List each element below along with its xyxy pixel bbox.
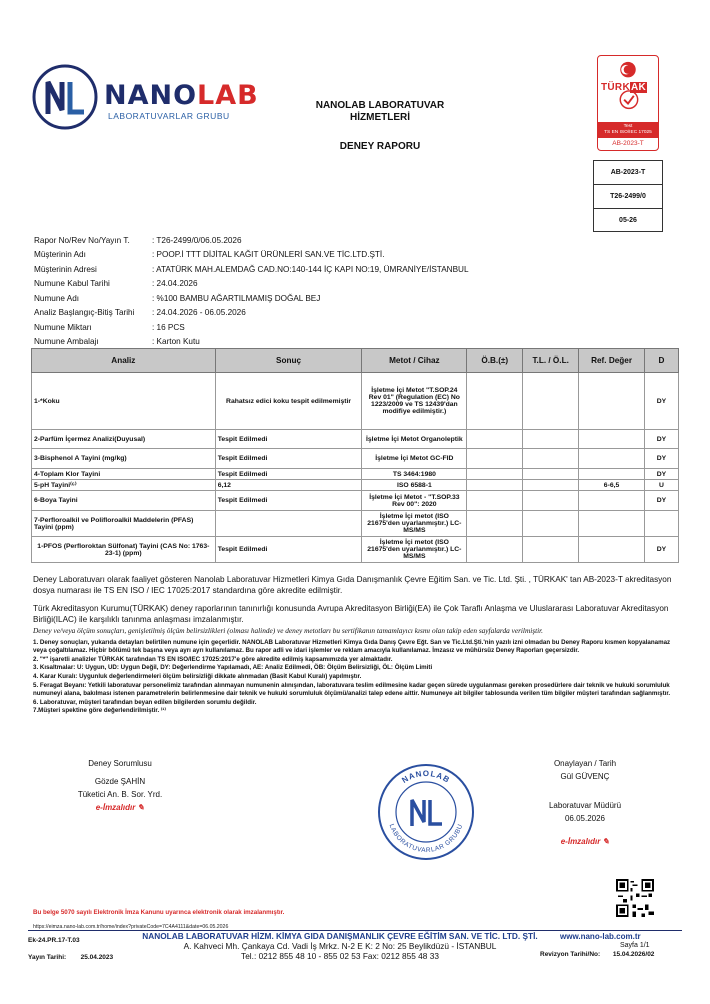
info-row bbox=[34, 320, 554, 335]
accreditation-statement: Deney Laboratuvarı olarak faaliyet gösteren Nanolab Laboratuvar Hizmetleri Kimya Gıda Danışmanlık Çevre Eğitim San. ve Tic. Ltd. Şti. , TÜRKAK' tan AB-2023-T akreditasyon dosya numarası ile TS EN ISO / IEC 17025:2017 standardına göre akredite edilmiştir. bbox=[33, 575, 672, 595]
info-key: Numune Kabul Tarihi bbox=[34, 279, 110, 289]
signer-title: Deney Sorumlusu bbox=[88, 759, 152, 768]
turkak-brand: TÜRK bbox=[601, 82, 630, 93]
cell-analiz: 3-Bisphenol A Tayini (mg/kg) bbox=[32, 449, 216, 469]
cell-d bbox=[645, 511, 679, 537]
cell-d: DY bbox=[645, 449, 679, 469]
cell-ob bbox=[467, 491, 523, 511]
publish-date bbox=[28, 954, 113, 961]
info-row bbox=[34, 233, 554, 248]
svg-text:NANOLAB: NANOLAB bbox=[400, 768, 452, 785]
info-key: Numune Adı bbox=[34, 293, 80, 303]
info-value: : ATATÜRK MAH.ALEMDAĞ CAD.NO:140-144 İÇ KAPI NO:19, ÜMRANİYE/İSTANBUL bbox=[152, 264, 469, 274]
cell-ref bbox=[579, 373, 645, 430]
cell-tl bbox=[523, 511, 579, 537]
e-signature-label bbox=[520, 835, 650, 848]
approver-title: Onaylayan / Tarih bbox=[553, 759, 617, 768]
publish-date-label: Yayın Tarihi: bbox=[28, 954, 67, 961]
table-row bbox=[32, 449, 679, 469]
company-stamp bbox=[376, 762, 476, 862]
cell-tl bbox=[523, 491, 579, 511]
table-row bbox=[32, 491, 679, 511]
cell-d: DY bbox=[645, 373, 679, 430]
uncertainty-note: Deney ve/veya ölçüm sonuçları, genişletilmiş ölçüm belirsizlikleri (olması halinde) ve deney metotları bu sertifikanın tamamlayıcı kısmı olan takip eden sayfalarda verilmiştir. bbox=[33, 626, 544, 635]
cell-analiz: 6-Boya Tayini bbox=[32, 491, 216, 511]
cell-ref bbox=[579, 491, 645, 511]
cell-d: U bbox=[645, 480, 679, 491]
cell-metot: İşletme İçi Metot - "T.SOP.33 Rev 00": 2020 bbox=[362, 491, 467, 511]
cell-metot: TS 3464:1980 bbox=[362, 469, 467, 480]
col-analiz: Analiz bbox=[32, 349, 216, 373]
note-1: 1. Deney sonuçları, yukarıda detayları belirtilen numune için geçerlidir. NANOLAB Laboratuvar Hizmetleri Kimya Gıda Danış Çevre Eğt. San ve Tic.Ltd.Şti.'nin yazılı izni olmadan bu Deney Raporu kısmen kopyalanamaz veya çoğaltılamaz. Hiçbir bölümü tek başına veya ayrı ayrı kullanılamaz. Bu rapor adli ve idari işlemler ve reklam amacıyla kullanılamaz. İmzasız ve mühürsüz Deney Raporları geçersizdir. bbox=[33, 638, 671, 655]
pen-icon: ✎ bbox=[137, 803, 145, 812]
table-row bbox=[32, 537, 679, 563]
cell-metot: İşletme İçi metot (ISO 21675'den uyarlanmıştır.) LC-MS/MS bbox=[362, 537, 467, 563]
cell-ref bbox=[579, 430, 645, 449]
col-sonuc: Sonuç bbox=[215, 349, 362, 373]
info-value: : T26-2499/0/06.05.2026 bbox=[152, 235, 242, 245]
col-ref: Ref. Değer bbox=[579, 349, 645, 373]
cell-ob bbox=[467, 511, 523, 537]
cell-metot: İşletme İçi Metot GC-FID bbox=[362, 449, 467, 469]
info-value: : POOP.İ TTT DİJİTAL KAĞIT ÜRÜNLERİ SAN.VE TİC.LTD.ŞTİ. bbox=[152, 250, 385, 260]
signer-name: Gözde ŞAHİN bbox=[94, 777, 146, 786]
table-row bbox=[32, 430, 679, 449]
footer-phone: Tel.: 0212 855 48 10 - 855 02 53 Fax: 0212 855 48 33 bbox=[241, 951, 439, 961]
note-5: 5. Feragat Beyanı: Yetkili laboratuvar personelimiz tarafından alınmayan numunenin alınışından, laboratuvara teslim edilmesine kadar geçen sürede uygulanması gereken prosedürlere dair teknik ve hukuki sorumluluk numuneyi alana, bakılması istenen parametrelerin belirlenmesine dair teknik ve hukuki sorumluluk ölçümü/analizi talep edene aittir. Numuneye ait bilgiler tablosunda verilen tüm bilgiler müşteri tarafından sağlanmıştır. bbox=[33, 681, 671, 698]
cell-analiz: 7-Perfloroalkil ve Polifloroalkil Maddelerin (PFAS) Tayini (ppm) bbox=[32, 511, 216, 537]
revision-value: 15.04.2026/02 bbox=[612, 951, 655, 958]
results-table bbox=[31, 348, 679, 563]
qr-code-icon[interactable] bbox=[616, 879, 654, 917]
info-key: Müşterinin Adı bbox=[34, 250, 86, 260]
info-key: Numune Ambalajı bbox=[34, 337, 99, 347]
note-7: 7.Müşteri spektine göre değerlendirilmiştir. ⁽¹⁾ bbox=[33, 707, 167, 715]
cell-ob bbox=[467, 480, 523, 491]
info-value: : 24.04.2026 - 06.05.2026 bbox=[152, 308, 246, 318]
logo-name-accent: LAB bbox=[197, 80, 259, 111]
lab-title-line2: HİZMETLERİ bbox=[350, 112, 410, 123]
info-key: Rapor No/Rev No/Yayın T. bbox=[34, 235, 130, 245]
cell-sonuc: Rahatsız edici koku tespit edilmemiştir bbox=[215, 373, 362, 430]
cell-d: DY bbox=[645, 491, 679, 511]
note-4: 4. Karar Kuralı: Uygunluk değerlendirmeleri ölçüm belirsizliği dikkate alınmadan (Basit Kabul Kuralı) yapılmıştır. bbox=[33, 672, 362, 680]
accreditation-box bbox=[593, 160, 663, 232]
info-row bbox=[34, 262, 554, 277]
turkak-band-line1: Test bbox=[623, 124, 633, 129]
info-row bbox=[34, 277, 554, 292]
cell-tl bbox=[523, 449, 579, 469]
info-key: Müşterinin Adresi bbox=[34, 264, 97, 274]
report-period: 05-26 bbox=[619, 217, 637, 224]
signer-role: Tüketici An. B. Sor. Yrd. bbox=[77, 790, 163, 799]
footer-address: A. Kahveci Mh. Çankaya Cd. Vadi İş Mrkz. N-2 E K: 2 No: 25 Beylikdüzü - İSTANBUL bbox=[183, 941, 497, 951]
info-row bbox=[34, 306, 554, 321]
cell-ref bbox=[579, 469, 645, 480]
note-2: 2. "*" işaretli analizler TÜRKAK tarafından TS EN ISO/IEC 17025:2017'e göre akredite edilmiş kapsamımızda yer almaktadır. bbox=[33, 655, 393, 663]
cell-analiz: 1-PFOS (Perfloroktan Sülfonat) Tayini (CAS No: 1763-23-1) (ppm) bbox=[32, 537, 216, 563]
accreditation-no: AB-2023-T bbox=[594, 161, 662, 185]
info-value: : Karton Kutu bbox=[152, 337, 200, 347]
cell-tl bbox=[523, 537, 579, 563]
revision-info bbox=[540, 951, 654, 958]
cell-analiz: 1-*Koku bbox=[32, 373, 216, 430]
info-key: Analiz Başlangıç-Bitiş Tarihi bbox=[34, 308, 135, 318]
nanolab-logo-icon bbox=[30, 62, 100, 132]
signature-left bbox=[55, 757, 185, 814]
turkak-band-line2: TS EN ISO/IEC 17025 bbox=[604, 130, 652, 135]
cell-metot: İşletme İçi metot (ISO 21675'den uyarlanmıştır.) LC-MS/MS bbox=[362, 511, 467, 537]
cell-metot: İşletme İçi Metot "T.SOP.24 Rev 01" (Regulation (EC) No 1223/2009 ve TS 12439'dan modifiye edilmiştir.) bbox=[362, 373, 467, 430]
e-signature-text: e-İmzalıdır bbox=[560, 837, 601, 846]
logo-subtitle: LABORATUVARLAR GRUBU bbox=[108, 111, 230, 121]
footer-website-link[interactable]: www.nano-lab.com.tr bbox=[560, 932, 641, 941]
cell-d: DY bbox=[645, 430, 679, 449]
company-logo bbox=[30, 62, 259, 132]
cell-analiz: 4-Toplam Klor Tayini bbox=[32, 469, 216, 480]
turkak-code: AB-2023-T bbox=[612, 140, 644, 147]
cell-tl bbox=[523, 469, 579, 480]
report-title: DENEY RAPORU bbox=[339, 141, 421, 152]
cell-d: DY bbox=[645, 469, 679, 480]
note-3: 3. Kısaltmalar: U: Uygun, UD: Uygun Değil, DY: Değerlendirme Yapılamadı, AE: Analiz Edilmedi, ÖB: Ölçüm Belirsizliği, ÖL: Ölçüm Limiti bbox=[33, 664, 433, 672]
turkak-accreditation-mark bbox=[597, 55, 659, 151]
cell-sonuc: Tespit Edilmedi bbox=[215, 469, 362, 480]
info-row bbox=[34, 335, 554, 350]
turkak-brand-ak: AK bbox=[630, 82, 647, 93]
cell-sonuc: Tespit Edilmedi bbox=[215, 537, 362, 563]
cell-metot: ISO 6588-1 bbox=[362, 480, 467, 491]
approver-name: Gül GÜVENÇ bbox=[560, 772, 610, 781]
table-row bbox=[32, 469, 679, 480]
e-signature-law-notice: Bu belge 5070 sayılı Elektronik İmza Kanunu uyarınca elektronik olarak imzalanmıştır. bbox=[33, 909, 285, 916]
cell-ob bbox=[467, 469, 523, 480]
verification-url[interactable]: https://eimza.nano-lab.com.tr/home/index?privateCode=7C4A4111&date=06.05.2026 bbox=[33, 924, 229, 930]
turkak-band bbox=[598, 122, 658, 138]
cell-tl bbox=[523, 373, 579, 430]
cell-metot: İşletme İçi Metot Organoleptik bbox=[362, 430, 467, 449]
info-value: : 24.04.2026 bbox=[152, 279, 198, 289]
form-code: Ek-24.PR.17-T.03 bbox=[28, 937, 80, 944]
info-value: : %100 BAMBU AĞARTILMAMIŞ DOĞAL BEJ bbox=[152, 293, 321, 303]
info-row bbox=[34, 248, 554, 263]
approver-role: Laboratuvar Müdürü bbox=[548, 801, 622, 810]
table-row bbox=[32, 480, 679, 491]
e-signature-text: e-İmzalıdır bbox=[95, 803, 136, 812]
logo-name: NANO bbox=[104, 80, 198, 111]
cell-ref bbox=[579, 449, 645, 469]
info-row bbox=[34, 291, 554, 306]
col-ob: Ö.B.(±) bbox=[467, 349, 523, 373]
note-6: 6. Laboratuvar, müşteri tarafından beyan edilen bilgilerden sorumlu değildir. bbox=[33, 698, 257, 706]
col-metot: Metot / Cihaz bbox=[362, 349, 467, 373]
lab-title bbox=[250, 100, 510, 124]
cell-ref: 6-6,5 bbox=[579, 480, 645, 491]
page-number: Sayfa 1/1 bbox=[620, 942, 650, 949]
cell-sonuc: Tespit Edilmedi bbox=[215, 449, 362, 469]
footer-company-name: NANOLAB LABORATUVAR HİZM. KİMYA GIDA DANIŞMANLIK ÇEVRE EĞİTİM SAN. VE TİC. LTD. ŞTİ. bbox=[142, 931, 538, 941]
revision-label: Revizyon Tarihi/No: bbox=[540, 951, 601, 958]
col-tl: T.L. / Ö.L. bbox=[523, 349, 579, 373]
table-row bbox=[32, 373, 679, 430]
report-notes bbox=[33, 626, 678, 716]
cell-ob bbox=[467, 430, 523, 449]
report-no: T26-2499/0 bbox=[594, 185, 662, 209]
cell-sonuc: Tespit Edilmedi bbox=[215, 491, 362, 511]
cell-sonuc: Tespit Edilmedi bbox=[215, 430, 362, 449]
cell-tl bbox=[523, 430, 579, 449]
info-value: : 16 PCS bbox=[152, 322, 185, 332]
col-d: D bbox=[645, 349, 679, 373]
cell-ob bbox=[467, 537, 523, 563]
cell-ob bbox=[467, 449, 523, 469]
signature-right bbox=[520, 757, 650, 848]
pen-icon: ✎ bbox=[602, 837, 610, 846]
cell-ob bbox=[467, 373, 523, 430]
publish-date-value: 25.04.2023 bbox=[80, 954, 114, 961]
lab-title-line1: NANOLAB LABORATUVAR bbox=[315, 100, 445, 111]
table-row bbox=[32, 511, 679, 537]
sample-info bbox=[34, 233, 554, 349]
e-signature-label bbox=[55, 801, 185, 814]
cell-tl bbox=[523, 480, 579, 491]
cell-d: DY bbox=[645, 537, 679, 563]
cell-sonuc: 6,12 bbox=[215, 480, 362, 491]
cell-ref bbox=[579, 511, 645, 537]
info-key: Numune Miktarı bbox=[34, 322, 92, 332]
cell-analiz: 5-pH Tayini⁽⁶⁾ bbox=[32, 480, 216, 491]
cell-ref bbox=[579, 537, 645, 563]
cell-analiz: 2-Parfüm İçermez Analizi(Duyusal) bbox=[32, 430, 216, 449]
svg-text:LABORATUVARLAR GRUBU: LABORATUVARLAR GRUBU bbox=[387, 823, 465, 855]
approval-date: 06.05.2026 bbox=[564, 814, 606, 823]
cell-sonuc bbox=[215, 511, 362, 537]
table-header-row bbox=[32, 349, 679, 373]
recognition-statement: Türk Akreditasyon Kurumu(TÜRKAK) deney raporlarının tanınırlığı konusunda Avrupa Akreditasyon Birliği(EA) ile Çok Taraflı Anlaşma ve Uluslararası Laboratuvar Akreditasyon Birliği(ILAC) ile karşılıklı tanınma anlaşması imzalanmıştır. bbox=[33, 604, 669, 624]
